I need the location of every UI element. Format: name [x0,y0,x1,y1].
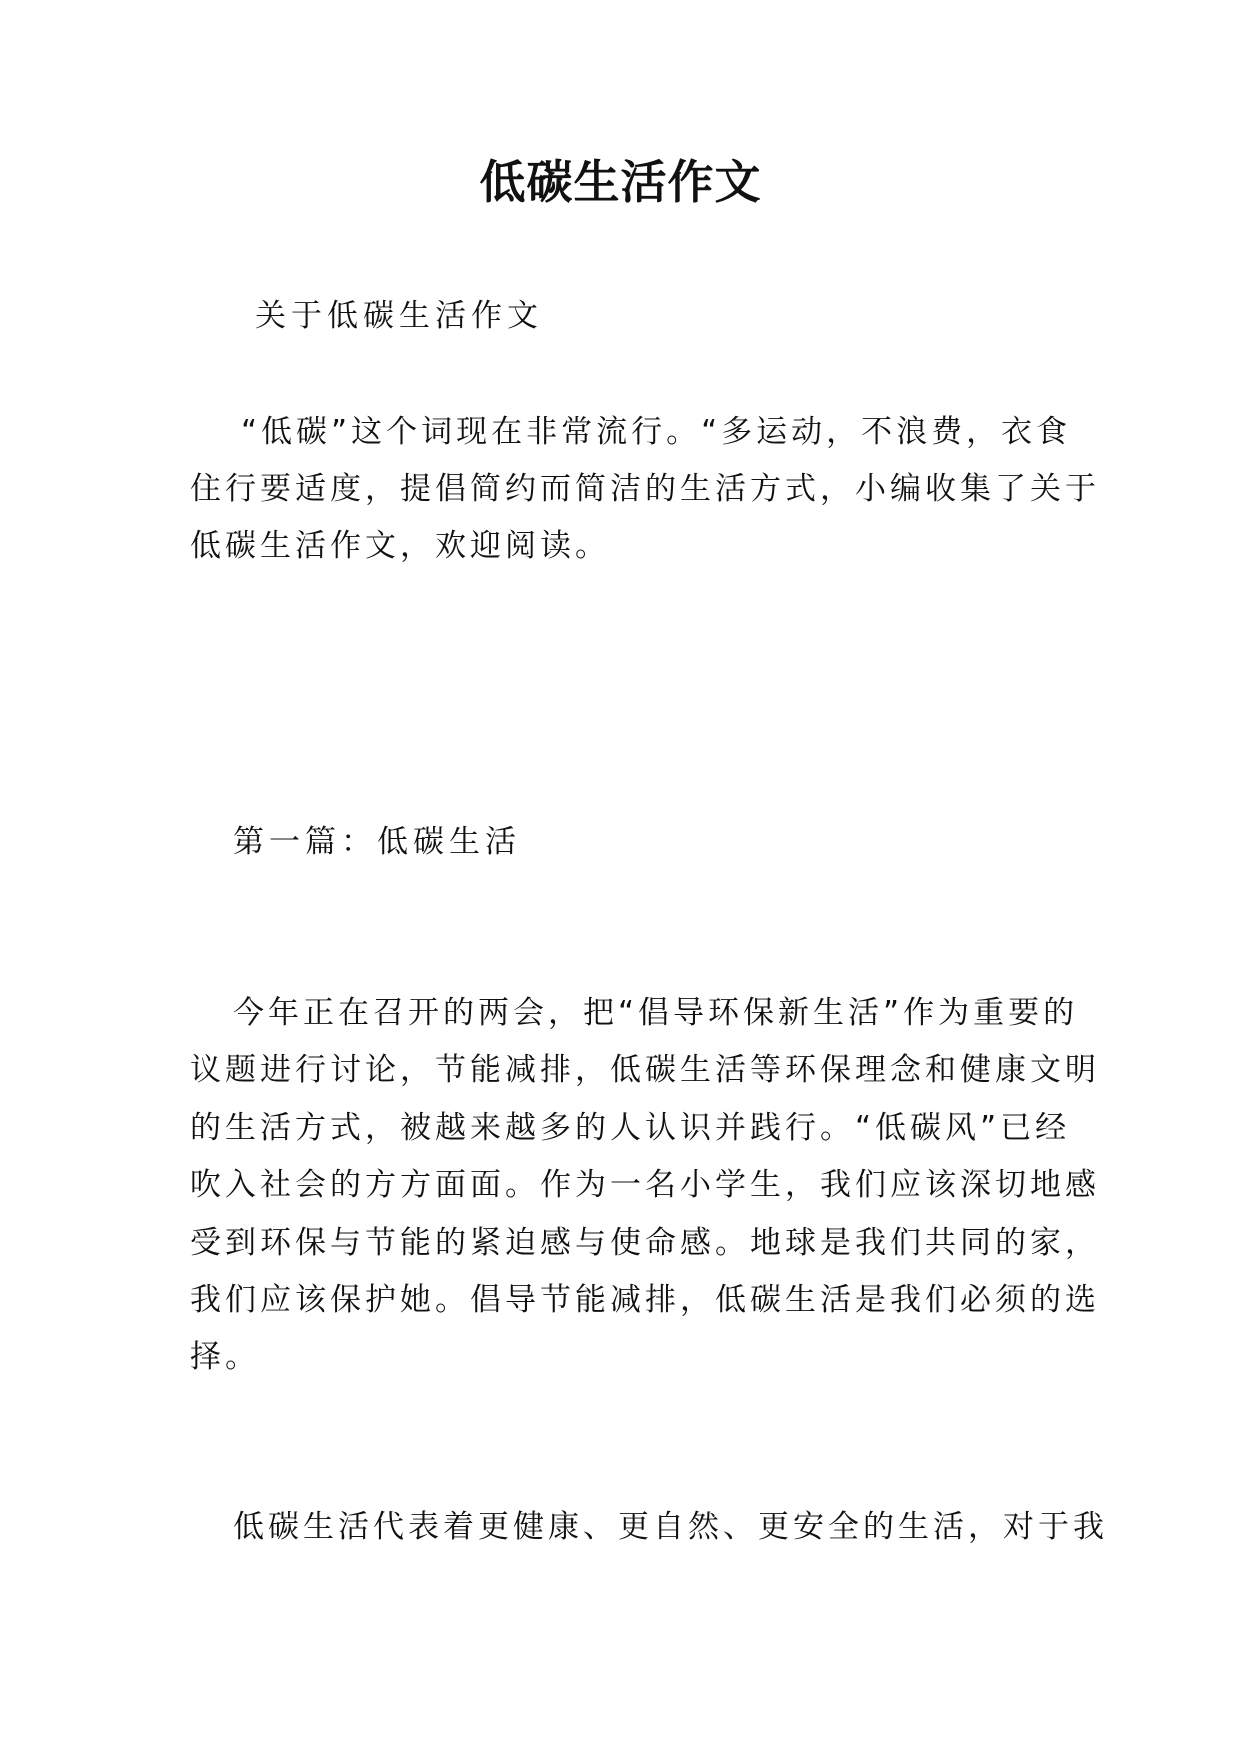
paragraph1-line-7: 择。 [190,1339,260,1375]
paragraph1-line-4: 吹入社会的方方面面。作为一名小学生，我们应该深切地感 [190,1167,1100,1203]
paragraph2-line-1: 低碳生活代表着更健康、更自然、更安全的生活，对于我 [233,1509,1108,1545]
intro-line-1: “低碳”这个词现在非常流行。“多运动，不浪费，衣食 [241,414,1072,450]
paragraph1-line-3: 的生活方式，被越来越多的人认识并践行。“低碳风”已经 [190,1110,1071,1146]
document-title: 低碳生活作文 [479,155,762,209]
intro-line-3: 低碳生活作文，欢迎阅读。 [190,528,610,564]
section-heading: 第一篇：低碳生活 [233,824,521,860]
paragraph1-line-6: 我们应该保护她。倡导节能减排，低碳生活是我们必须的选 [190,1282,1100,1318]
paragraph1-line-2: 议题进行讨论，节能减排，低碳生活等环保理念和健康文明 [190,1052,1100,1088]
paragraph1-line-1: 今年正在召开的两会，把“倡导环保新生活”作为重要的 [233,995,1079,1031]
document-subtitle: 关于低碳生活作文 [255,298,543,334]
paragraph1-line-5: 受到环保与节能的紧迫感与使命感。地球是我们共同的家， [190,1225,1100,1261]
intro-line-2: 住行要适度，提倡简约而简洁的生活方式，小编收集了关于 [190,471,1100,507]
